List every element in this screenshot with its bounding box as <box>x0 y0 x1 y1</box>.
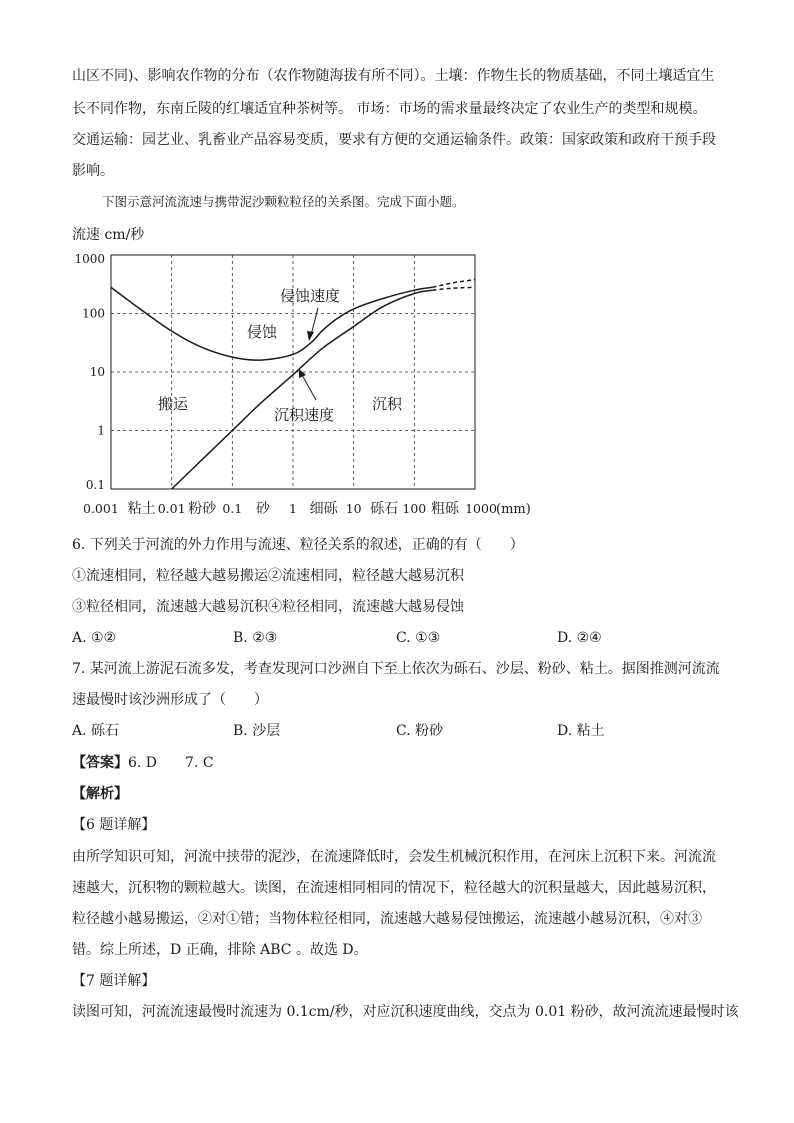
q7-option-a[interactable]: A. 砾石 <box>72 723 120 739</box>
x-tick-label: 1000 <box>465 501 497 516</box>
particle-label: 粗砾 <box>430 501 459 517</box>
arrow-erosion-speed <box>311 308 318 335</box>
series-extension-0 <box>433 280 475 288</box>
arrow-head-erosion <box>307 331 314 341</box>
q6-statements-1: ①流速相同，粒径越大越易搬运②流速相同，粒径越大越易沉积 <box>72 568 464 584</box>
answer-label: 【答案】 <box>72 755 128 771</box>
x-tick-label: 0.01 <box>157 501 186 516</box>
intro-line-4: 影响。 <box>72 163 114 179</box>
annotation-deposition-zone: 沉积 <box>372 395 403 413</box>
particle-label: 粘土 <box>127 501 156 517</box>
particle-label: 砾石 <box>370 501 399 517</box>
answer-row <box>72 753 214 773</box>
q6-option-c[interactable]: C. ①③ <box>396 630 441 646</box>
intro-line-2: 长不同作物，东南丘陵的红壤适宜种茶树等。 市场：市场的需求量最终决定了农业生产的类型和规模。 <box>72 101 707 117</box>
q6-option-a[interactable]: A. ①② <box>72 630 117 646</box>
analysis-label: 【解析】 <box>72 786 128 802</box>
q7-stem-2: 速最慢时该沙洲形成了（ ） <box>72 692 268 708</box>
particle-label: 粉砂 <box>188 501 217 517</box>
series-line-1 <box>172 290 433 489</box>
q6-option-d[interactable]: D. ②④ <box>557 630 602 646</box>
detail-7-line-1: 读图可知，河流流速最慢时流速为 0.1cm/秒，对应沉积速度曲线，交点为 0.01 粉砂，故河流流速最慢时该 <box>72 1004 739 1020</box>
arrow-deposition-speed <box>302 375 316 400</box>
q6-stem: 6. 下列关于河流的外力作用与流速、粒径关系的叙述，正确的有（ ） <box>72 537 524 553</box>
q7-option-c[interactable]: C. 粉砂 <box>396 723 444 739</box>
annotation-erosion-speed: 侵蚀速度 <box>280 287 341 305</box>
detail-6-line-3: 粒径越小越易搬运，②对①错；当物体粒径相同，流速越大越易侵蚀搬运，流速越小越易沉积，④对③ <box>72 911 702 927</box>
x-tick-label: 100 <box>402 501 427 516</box>
detail-6-line-1: 由所学知识可知，河流中挟带的泥沙，在流速降低时，会发生机械沉积作用，在河床上沉积下来。河流流 <box>72 849 716 865</box>
series-extension-1 <box>433 287 475 290</box>
q7-stem-1: 7. 某河流上游泥石流多发，考查发现河口沙洲自下至上依次为砾石、沙层、粉砂、粘土。据图推测河流流 <box>72 661 720 677</box>
q7-option-b[interactable]: B. 沙层 <box>233 723 281 739</box>
particle-label: 砂 <box>255 501 270 517</box>
annotation-deposition-speed: 沉积速度 <box>274 406 335 424</box>
y-tick-labels <box>74 252 105 492</box>
x-axis-unit: (mm) <box>496 502 531 517</box>
x-tick-label: 0.1 <box>222 501 243 516</box>
y-tick-label: 1000 <box>74 252 105 266</box>
y-axis-label: 流速 cm/秒 <box>72 227 145 243</box>
detail-7-heading: 【7 题详解】 <box>72 973 156 989</box>
x-tick-label: 10 <box>345 501 362 516</box>
y-tick-label: 0.1 <box>85 478 105 492</box>
q7-option-d[interactable]: D. 粘土 <box>557 723 605 739</box>
velocity-grain-size-chart <box>66 222 566 522</box>
answer-text: 6. D 7. C <box>128 755 214 771</box>
intro-line-1: 山区不同)、影响农作物的分布（农作物随海拔有所不同）。土壤：作物生长的物质基础，不同土壤适宜生 <box>72 68 715 84</box>
q6-statements-2: ③粒径相同，流速越大越易沉积④粒径相同，流速越大越易侵蚀 <box>72 599 464 615</box>
detail-6-line-4: 错。综上所述，D 正确，排除 ABC 。故选 D。 <box>72 942 368 958</box>
y-tick-label: 100 <box>82 306 105 321</box>
q6-option-b[interactable]: B. ②③ <box>233 630 278 646</box>
particle-label: 细砾 <box>309 501 338 517</box>
intro-line-3: 交通运输：园艺业、乳畜业产品容易变质，要求有方便的交通运输条件。政策：国家政策和政府干预手段 <box>72 132 716 148</box>
x-tick-label: 1 <box>289 501 297 516</box>
figure-caption: 下图示意河流流速与携带泥沙颗粒粒径的关系图。完成下面小题。 <box>102 194 465 209</box>
detail-6-heading: 【6 题详解】 <box>72 817 156 833</box>
y-tick-label: 1 <box>97 423 105 438</box>
detail-6-line-2: 速越大，沉积物的颗粒越大。读图，在流速相同相同的情况下，粒径越大的沉积量越大，因此越易沉积， <box>72 880 716 896</box>
y-tick-label: 10 <box>89 365 105 379</box>
annotation-erosion-zone: 侵蚀 <box>247 323 278 341</box>
annotation-transport-zone: 搬运 <box>158 395 189 413</box>
x-tick-label: 0.001 <box>83 501 119 516</box>
